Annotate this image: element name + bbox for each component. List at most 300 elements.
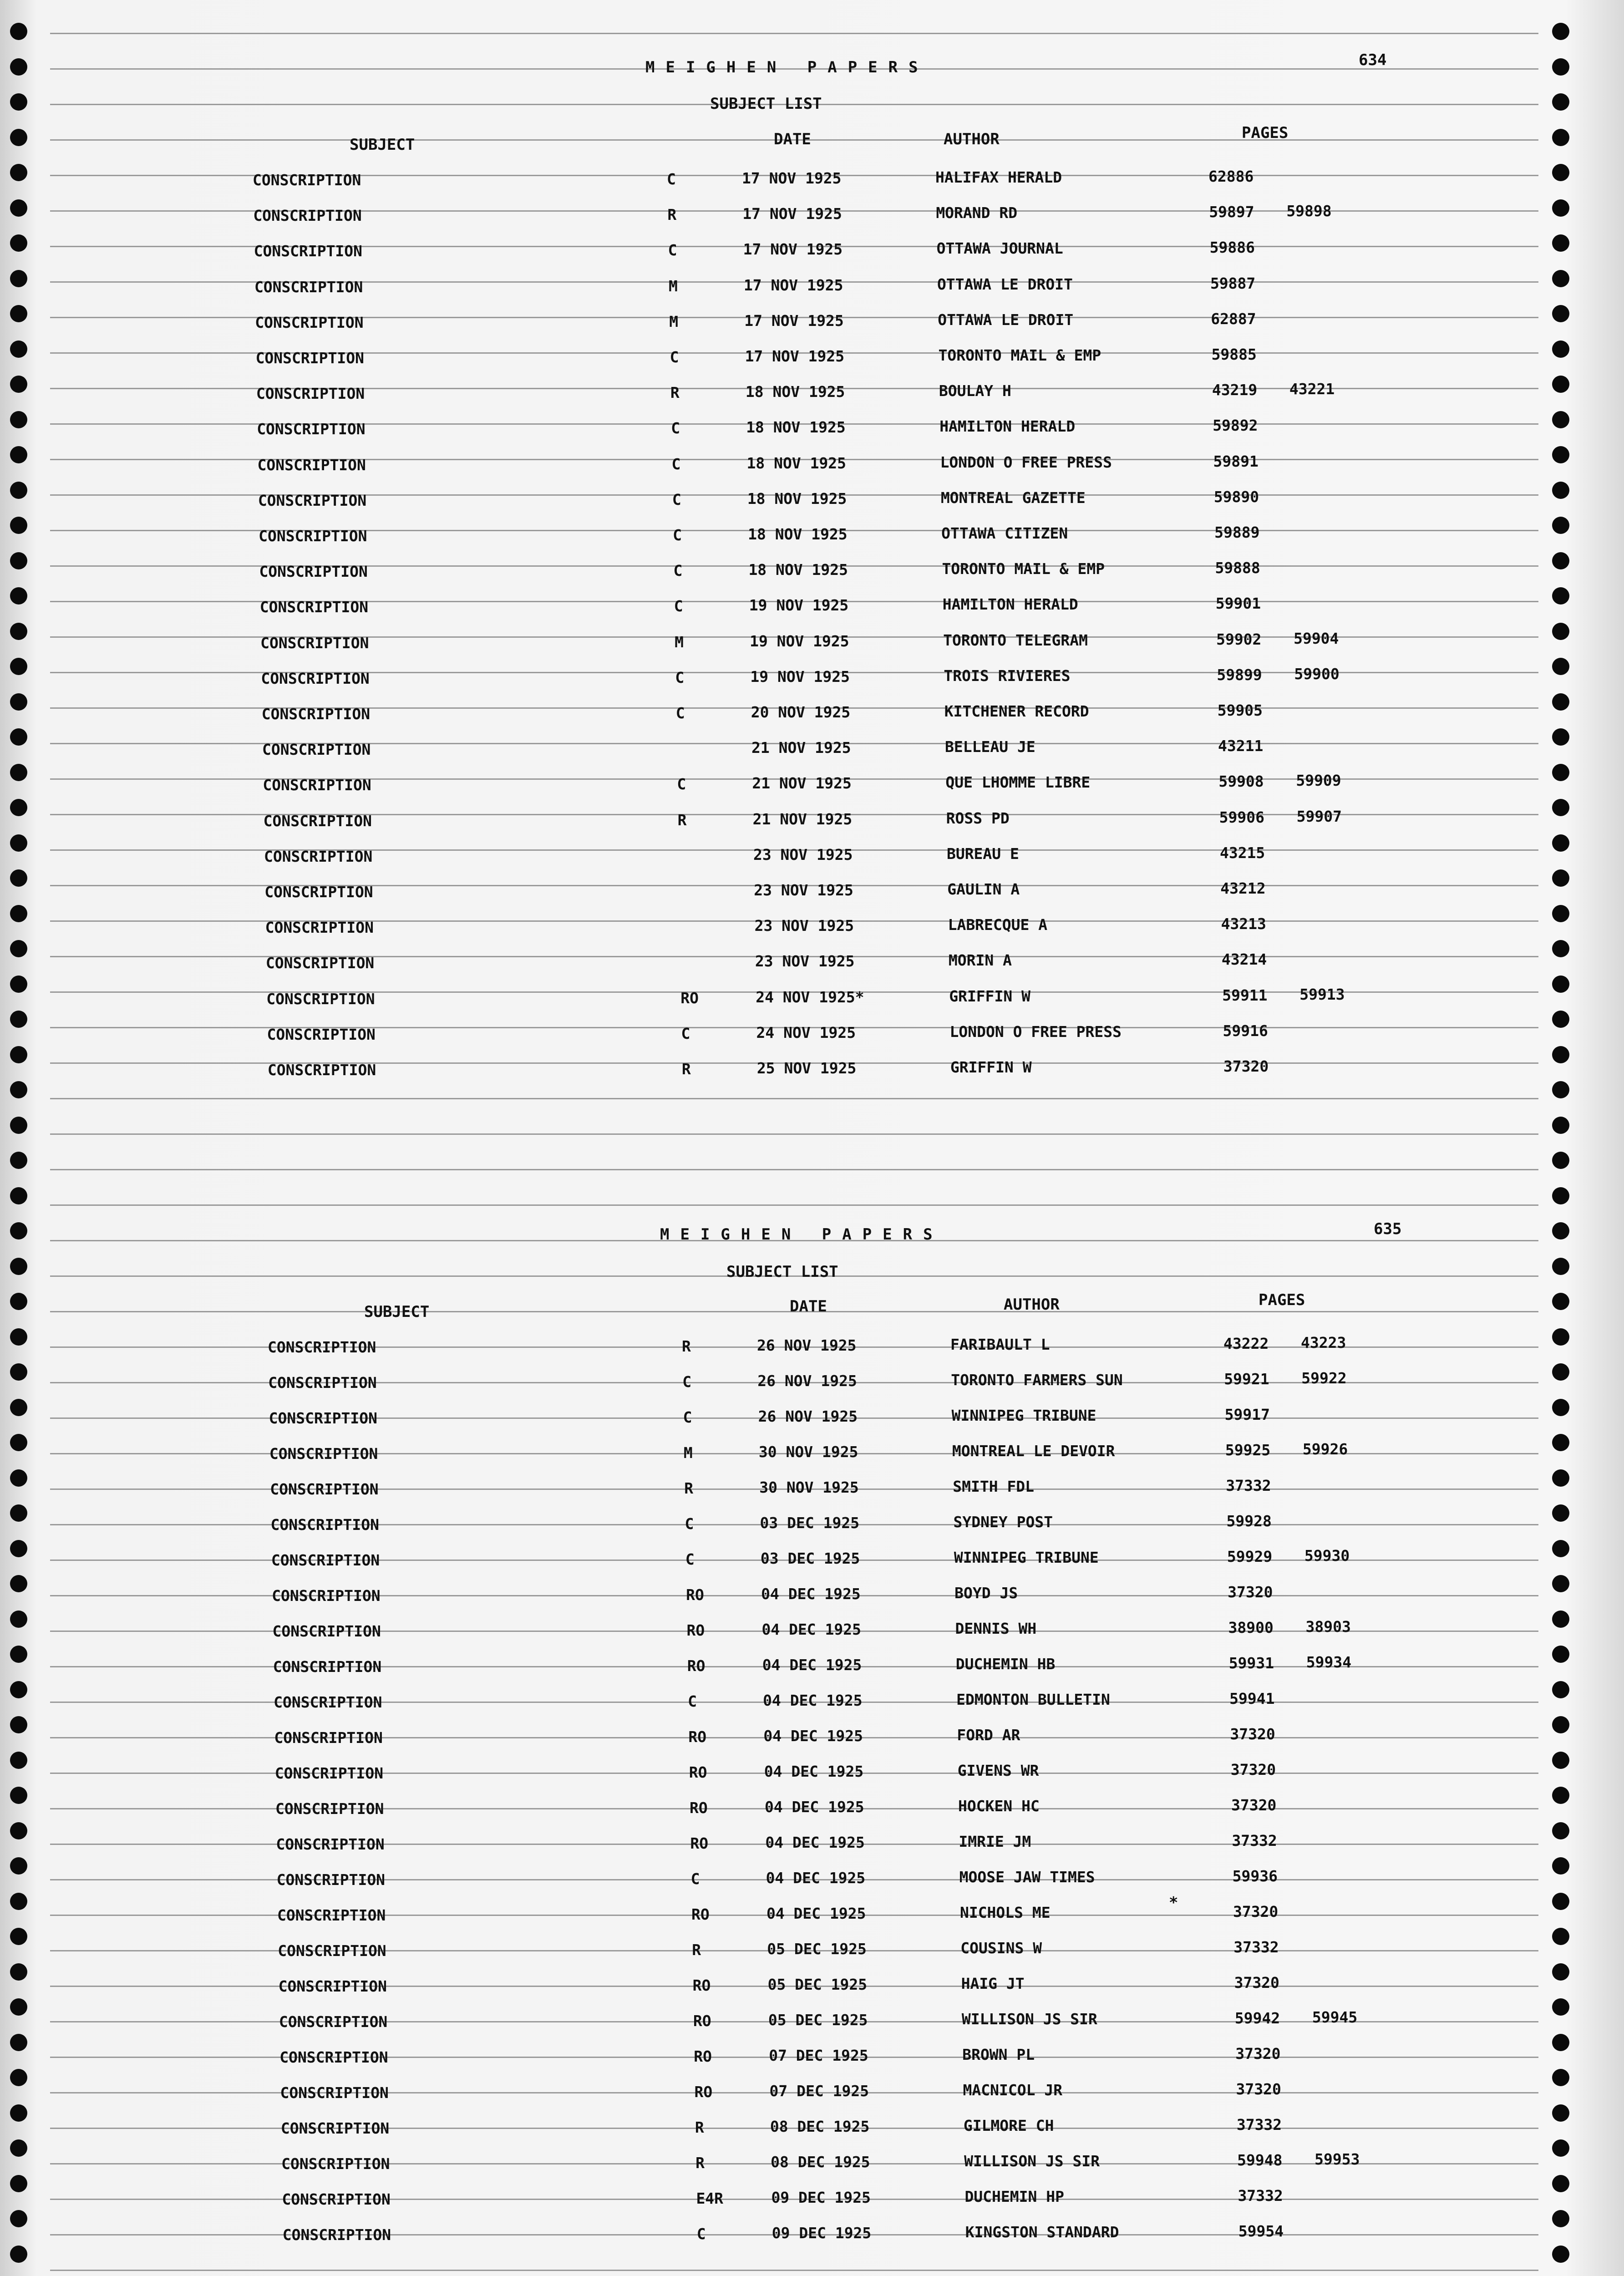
cell-page1: 59921: [1224, 1370, 1269, 1388]
table-row: [264, 843, 1402, 869]
cell-code: C: [685, 1515, 694, 1533]
tractor-hole: [1552, 1610, 1569, 1628]
tractor-hole: [10, 1822, 27, 1839]
tractor-hole: [10, 411, 27, 428]
cell-author: LONDON O FREE PRESS: [949, 1022, 1122, 1041]
tractor-hole: [1552, 2069, 1569, 2086]
cell-date: 04 DEC 1925: [766, 1869, 866, 1887]
tractor-hole: [1552, 1222, 1569, 1240]
cell-code: R: [677, 811, 687, 829]
table-row: [260, 629, 1398, 655]
cell-author: DUCHEMIN HP: [964, 2188, 1064, 2205]
tractor-hole: [10, 869, 27, 887]
sheet-title: MEIGHEN PAPERS: [660, 1225, 944, 1244]
tractor-hole: [10, 1716, 27, 1733]
tractor-hole: [10, 1752, 27, 1769]
tractor-hole: [1552, 1117, 1569, 1134]
tractor-hole: [1552, 799, 1569, 816]
cell-subject: CONSCRIPTION: [255, 313, 364, 331]
cell-page1: 59948: [1237, 2151, 1283, 2169]
cell-page1: 59954: [1238, 2222, 1284, 2240]
cell-date: 04 DEC 1925: [765, 1834, 865, 1851]
cell-code: R: [681, 1060, 691, 1078]
cell-author: KITCHENER RECORD: [944, 702, 1089, 720]
page-number: 635: [1374, 1220, 1402, 1238]
cell-page1: 43215: [1219, 843, 1265, 862]
cell-date: 26 NOV 1925: [757, 1372, 857, 1390]
tractor-hole: [1552, 658, 1569, 675]
cell-author: IMRIE JM: [959, 1833, 1031, 1850]
tractor-hole: [10, 1046, 27, 1063]
table-row: [272, 1618, 1410, 1643]
cell-author: DUCHEMIN HB: [955, 1655, 1056, 1673]
cell-date: 03 DEC 1925: [760, 1514, 860, 1532]
tractor-hole: [1552, 764, 1569, 781]
cell-code: C: [682, 1373, 692, 1391]
tractor-hole: [1552, 1469, 1569, 1487]
cell-code: R: [684, 1479, 694, 1497]
table-row: [259, 523, 1396, 548]
cell-page1: 59905: [1217, 701, 1263, 719]
cell-author: ROSS PD: [946, 809, 1010, 827]
column-header-pages: PAGES: [1259, 1291, 1305, 1309]
cell-code: C: [667, 170, 676, 188]
table-row: [256, 380, 1394, 406]
tractor-hole: [10, 446, 27, 463]
table-row: [263, 772, 1401, 797]
cell-author: MONTREAL GAZETTE: [940, 488, 1086, 507]
cell-code: C: [672, 490, 681, 508]
ruled-line: [50, 1098, 1538, 1099]
table-row: [258, 488, 1396, 513]
tractor-hole: [1552, 411, 1569, 428]
tractor-hole: [10, 1787, 27, 1804]
tractor-hole: [10, 1963, 27, 1981]
cell-date: 17 NOV 1925: [743, 276, 843, 294]
cell-page1: 59885: [1211, 345, 1257, 363]
cell-subject: CONSCRIPTION: [268, 1338, 376, 1356]
tractor-hole: [1552, 1822, 1569, 1839]
table-row: [279, 2045, 1417, 2069]
tractor-hole: [10, 270, 27, 287]
cell-code: RO: [693, 2012, 711, 2030]
cell-page2: 38903: [1305, 1618, 1351, 1636]
table-row: [261, 665, 1399, 691]
cell-author: WILLISON JS SIR: [961, 2010, 1097, 2028]
cell-date: 21 NOV 1925: [752, 810, 853, 828]
cell-page2: 59907: [1296, 807, 1342, 825]
cell-subject: CONSCRIPTION: [253, 171, 361, 189]
cell-page2: 59945: [1312, 2008, 1358, 2026]
cell-page1: 37320: [1230, 1761, 1276, 1778]
tractor-hole: [10, 2175, 27, 2192]
cell-code: C: [675, 668, 685, 686]
tractor-hole: [10, 1222, 27, 1240]
cell-date: 24 NOV 1925: [756, 1023, 856, 1041]
cell-page1: 59886: [1209, 239, 1255, 257]
tractor-hole: [10, 975, 27, 993]
cell-date: 18 NOV 1925: [746, 418, 846, 437]
cell-subject: CONSCRIPTION: [279, 2013, 388, 2031]
tractor-hole: [1552, 1787, 1569, 1804]
tractor-hole: [1552, 1328, 1569, 1346]
tractor-hole: [1552, 23, 1569, 40]
cell-page1: 59917: [1224, 1406, 1270, 1423]
cell-author: MACNICOL JR: [963, 2081, 1063, 2099]
tractor-hole: [1552, 93, 1569, 111]
tractor-hole: [10, 305, 27, 322]
tractor-hole: [10, 2139, 27, 2157]
column-header-pages: PAGES: [1242, 124, 1289, 142]
table-row: [269, 1440, 1407, 1466]
table-row: [278, 1974, 1416, 1998]
column-header-author: AUTHOR: [944, 130, 1000, 148]
tractor-hole: [1552, 587, 1569, 605]
table-row: [276, 1867, 1415, 1892]
tractor-hole: [1552, 1046, 1569, 1063]
tractor-hole: [10, 199, 27, 217]
cell-page1: 59891: [1213, 452, 1259, 470]
cell-author: GRIFFIN W: [950, 1058, 1032, 1076]
cell-code: RO: [692, 1976, 711, 1994]
cell-date: 21 NOV 1925: [752, 774, 852, 793]
tractor-hole: [1552, 1258, 1569, 1275]
cell-date: 23 NOV 1925: [755, 952, 855, 970]
table-row: [259, 594, 1398, 619]
tractor-hole: [1552, 1293, 1569, 1310]
tractor-hole: [1552, 2210, 1569, 2227]
cell-subject: CONSCRIPTION: [263, 776, 371, 794]
cell-author: OTTAWA LE DROIT: [938, 310, 1074, 329]
cell-subject: CONSCRIPTION: [278, 1942, 386, 1960]
cell-subject: CONSCRIPTION: [273, 1658, 382, 1676]
cell-subject: CONSCRIPTION: [272, 1622, 381, 1640]
cell-date: 23 NOV 1925: [754, 917, 854, 935]
cell-subject: CONSCRIPTION: [270, 1516, 379, 1534]
tractor-hole: [1552, 2034, 1569, 2051]
cell-code: C: [675, 704, 685, 722]
cell-page1: 59911: [1222, 986, 1268, 1004]
cell-date: 03 DEC 1925: [760, 1550, 860, 1567]
cell-author: BUREAU E: [946, 844, 1019, 863]
cell-code: E4R: [696, 2190, 724, 2207]
tractor-hole: [10, 1575, 27, 1592]
ruled-line: [50, 1133, 1538, 1135]
cell-author: SYDNEY POST: [953, 1513, 1053, 1531]
tractor-hole: [10, 1434, 27, 1451]
cell-author: TORONTO MAIL & EMP: [938, 346, 1101, 364]
cell-author: TORONTO TELEGRAM: [943, 631, 1088, 649]
tractor-hole: [10, 1540, 27, 1557]
cell-page1: 43222: [1223, 1335, 1269, 1352]
cell-date: 18 NOV 1925: [748, 561, 848, 579]
cell-code: RO: [691, 1905, 710, 1923]
cell-page1: 59942: [1234, 2009, 1280, 2027]
cell-date: 19 NOV 1925: [749, 596, 849, 615]
tractor-hole: [1552, 199, 1569, 217]
tractor-hole: [10, 905, 27, 922]
tractor-hole: [10, 2210, 27, 2227]
cell-subject: CONSCRIPTION: [276, 1835, 385, 1853]
cell-page1: 37332: [1233, 1938, 1279, 1956]
subject-list-title: SUBJECT LIST: [710, 95, 822, 113]
tractor-hole: [1552, 869, 1569, 887]
cell-code: RO: [694, 2047, 712, 2065]
tractor-hole: [10, 1152, 27, 1169]
cell-code: RO: [687, 1657, 705, 1675]
table-row: [264, 879, 1402, 904]
cell-code: M: [683, 1444, 693, 1462]
cell-code: RO: [688, 1728, 707, 1746]
cell-subject: CONSCRIPTION: [256, 385, 365, 403]
tractor-hole: [1552, 1187, 1569, 1204]
column-header-subject: SUBJECT: [350, 136, 415, 154]
cell-author: BOYD JS: [954, 1584, 1018, 1602]
cell-date: 21 NOV 1925: [751, 739, 851, 757]
tractor-hole: [1552, 1399, 1569, 1416]
tractor-hole: [1552, 270, 1569, 287]
cell-subject: CONSCRIPTION: [275, 1800, 384, 1818]
table-row: [255, 310, 1393, 335]
cell-author: QUE LHOMME LIBRE: [945, 773, 1091, 792]
tractor-hole: [1552, 834, 1569, 852]
cell-subject: CONSCRIPTION: [281, 2155, 390, 2173]
cell-date: 17 NOV 1925: [742, 205, 842, 223]
cell-subject: CONSCRIPTION: [262, 741, 371, 759]
cell-subject: CONSCRIPTION: [269, 1409, 378, 1427]
tractor-hole: [10, 1081, 27, 1098]
cell-page1: 59929: [1227, 1548, 1273, 1565]
cell-page2: 59900: [1294, 665, 1340, 683]
cell-subject: CONSCRIPTION: [276, 1871, 386, 1889]
cell-subject: CONSCRIPTION: [259, 563, 368, 581]
cell-date: 18 NOV 1925: [747, 489, 847, 508]
tractor-hole: [1552, 1646, 1569, 1663]
cell-subject: CONSCRIPTION: [263, 812, 372, 830]
tractor-hole: [1552, 2175, 1569, 2192]
cell-author: MORIN A: [948, 951, 1012, 970]
cell-page1: 37320: [1230, 1725, 1275, 1743]
cell-author: LABRECQUE A: [948, 916, 1048, 934]
table-row: [267, 1057, 1406, 1082]
tractor-hole: [10, 164, 27, 181]
cell-author: MOOSE JAW TIMES: [959, 1868, 1095, 1886]
table-row: [257, 417, 1395, 441]
cell-date: 30 NOV 1925: [758, 1443, 858, 1461]
cell-subject: CONSCRIPTION: [265, 919, 374, 937]
tractor-hole: [10, 1857, 27, 1875]
tractor-hole: [10, 23, 27, 40]
tractor-hole: [1552, 623, 1569, 640]
subject-list-title: SUBJECT LIST: [726, 1263, 838, 1281]
cell-subject: CONSCRIPTION: [274, 1764, 384, 1782]
tractor-hole: [1552, 1081, 1569, 1098]
cell-subject: CONSCRIPTION: [268, 1374, 377, 1392]
table-row: [259, 559, 1397, 584]
tractor-hole: [1552, 305, 1569, 322]
cell-date: 05 DEC 1925: [767, 1940, 867, 1958]
cell-subject: CONSCRIPTION: [280, 2084, 389, 2102]
tractor-hole: [1552, 1434, 1569, 1451]
tractor-hole: [10, 376, 27, 393]
cell-page1: 59889: [1214, 523, 1260, 541]
tractor-hole: [1552, 234, 1569, 252]
cell-page1: 37320: [1234, 1974, 1279, 1992]
cell-date: 18 NOV 1925: [745, 383, 845, 401]
table-row: [262, 737, 1400, 762]
cell-code: C: [671, 455, 681, 473]
cell-author: BROWN PL: [962, 2046, 1035, 2063]
table-row: [255, 345, 1394, 370]
tractor-hole: [1552, 1963, 1569, 1981]
cell-code: RO: [690, 1834, 709, 1852]
cell-code: RO: [686, 1621, 705, 1639]
cell-page1: 59916: [1223, 1021, 1268, 1040]
cell-subject: CONSCRIPTION: [269, 1445, 378, 1463]
cell-code: M: [675, 633, 684, 651]
cell-date: 19 NOV 1925: [750, 632, 849, 650]
cell-page1: 59899: [1217, 666, 1262, 684]
tractor-hole: [10, 2069, 27, 2086]
tractor-hole: [1552, 1928, 1569, 1945]
cell-author: GRIFFIN W: [949, 987, 1031, 1005]
tractor-hole: [10, 1998, 27, 2016]
cell-page1: 59931: [1228, 1654, 1274, 1672]
table-row: [275, 1796, 1413, 1821]
cell-date: 25 NOV 1925: [756, 1059, 857, 1077]
tractor-hole: [10, 728, 27, 746]
table-row: [254, 239, 1392, 263]
cell-author: DENNIS WH: [955, 1620, 1037, 1637]
cell-page1: 37320: [1233, 1903, 1279, 1920]
tractor-hole: [10, 1469, 27, 1487]
cell-page1: 37320: [1228, 1583, 1273, 1601]
cell-code: RO: [686, 1586, 704, 1604]
cell-code: R: [667, 206, 677, 224]
cell-subject: CONSCRIPTION: [265, 954, 375, 972]
cell-code: M: [669, 312, 679, 330]
cell-author: FORD AR: [957, 1726, 1020, 1744]
cell-subject: CONSCRIPTION: [259, 527, 367, 545]
cell-page2: 43221: [1289, 380, 1335, 398]
tractor-hole: [1552, 975, 1569, 993]
tractor-hole: [1552, 1752, 1569, 1769]
tractor-hole: [1552, 1716, 1569, 1733]
cell-author: FARIBAULT L: [950, 1336, 1050, 1353]
tractor-hole: [1552, 164, 1569, 181]
cell-date: 05 DEC 1925: [767, 1976, 868, 1993]
table-row: [266, 985, 1404, 1011]
page-number: 634: [1359, 51, 1387, 69]
cell-subject: CONSCRIPTION: [254, 278, 363, 296]
cell-date: 04 DEC 1925: [762, 1656, 862, 1674]
tractor-hole: [10, 1928, 27, 1945]
cell-page2: 59913: [1299, 985, 1345, 1003]
cell-date: 26 NOV 1925: [758, 1407, 858, 1425]
tractor-hole: [10, 1328, 27, 1346]
cell-page2: 59922: [1301, 1369, 1347, 1387]
tractor-hole: [1552, 517, 1569, 534]
tractor-hole: [1552, 1998, 1569, 2016]
table-row: [270, 1512, 1409, 1537]
tractor-hole: [10, 834, 27, 852]
cell-date: 07 DEC 1925: [769, 2047, 868, 2064]
cell-date: 09 DEC 1925: [771, 2224, 872, 2242]
cell-author: GIVENS WR: [957, 1762, 1039, 1779]
cell-page1: 59908: [1218, 772, 1264, 791]
cell-code: C: [674, 597, 683, 615]
cell-subject: CONSCRIPTION: [264, 883, 373, 901]
cell-subject: CONSCRIPTION: [271, 1551, 380, 1569]
table-row: [268, 1369, 1406, 1395]
table-row: [276, 1832, 1414, 1856]
tractor-hole: [1552, 1540, 1569, 1557]
tractor-hole: [10, 1646, 27, 1663]
cell-page1: 59897: [1209, 203, 1254, 221]
tractor-hole: [10, 58, 27, 76]
cell-subject: CONSCRIPTION: [260, 634, 369, 652]
cell-author: COUSINS W: [960, 1939, 1042, 1957]
cell-author: WILLISON JS SIR: [964, 2152, 1100, 2170]
tractor-hole: [1552, 1011, 1569, 1028]
table-row: [274, 1690, 1411, 1714]
cell-page1: 37320: [1235, 2045, 1281, 2063]
cell-subject: CONSCRIPTION: [277, 1906, 386, 1924]
cell-date: 04 DEC 1925: [763, 1727, 863, 1745]
tractor-hole: [10, 2246, 27, 2263]
tractor-hole: [1552, 1681, 1569, 1698]
tractor-hole: [10, 517, 27, 534]
tractor-hole: [10, 1893, 27, 1910]
tractor-hole: [10, 1610, 27, 1628]
tractor-hole: [10, 1399, 27, 1416]
cell-page1: 59941: [1229, 1690, 1275, 1707]
cell-subject: CONSCRIPTION: [282, 2226, 391, 2244]
cell-author: HAMILTON HERALD: [942, 595, 1078, 614]
cell-subject: CONSCRIPTION: [278, 1977, 387, 1995]
table-row: [274, 1761, 1413, 1785]
table-row: [253, 202, 1391, 228]
cell-author: TROIS RIVIERES: [944, 666, 1071, 685]
cell-page2: 59953: [1314, 2150, 1360, 2168]
cell-date: 17 NOV 1925: [742, 169, 842, 187]
cell-date: 17 NOV 1925: [743, 240, 843, 259]
cell-subject: CONSCRIPTION: [282, 2190, 391, 2208]
cell-page1: 59892: [1213, 417, 1258, 435]
cell-code: R: [695, 2154, 705, 2172]
cell-subject: CONSCRIPTION: [259, 598, 369, 616]
cell-page1: 37320: [1223, 1057, 1269, 1075]
cell-code: C: [688, 1692, 697, 1710]
cell-author: MONTREAL LE DEVOIR: [952, 1442, 1115, 1460]
cell-author: LONDON O FREE PRESS: [940, 453, 1112, 471]
ruled-line: [50, 33, 1538, 34]
cell-date: 07 DEC 1925: [769, 2082, 869, 2100]
ruled-line: [50, 1169, 1538, 1170]
table-row: [265, 915, 1403, 940]
cell-code: C: [670, 348, 679, 366]
cell-date: 17 NOV 1925: [744, 311, 844, 330]
cell-author: OTTAWA LE DROIT: [937, 275, 1073, 293]
column-header-date: DATE: [790, 1297, 827, 1316]
cell-page1: 59888: [1215, 559, 1260, 577]
tractor-hole: [1552, 693, 1569, 711]
cell-page1: 59936: [1232, 1867, 1278, 1885]
tractor-hole: [10, 693, 27, 711]
cell-page1: 37320: [1231, 1796, 1277, 1814]
column-header-date: DATE: [774, 130, 811, 148]
table-row: [268, 1334, 1406, 1359]
